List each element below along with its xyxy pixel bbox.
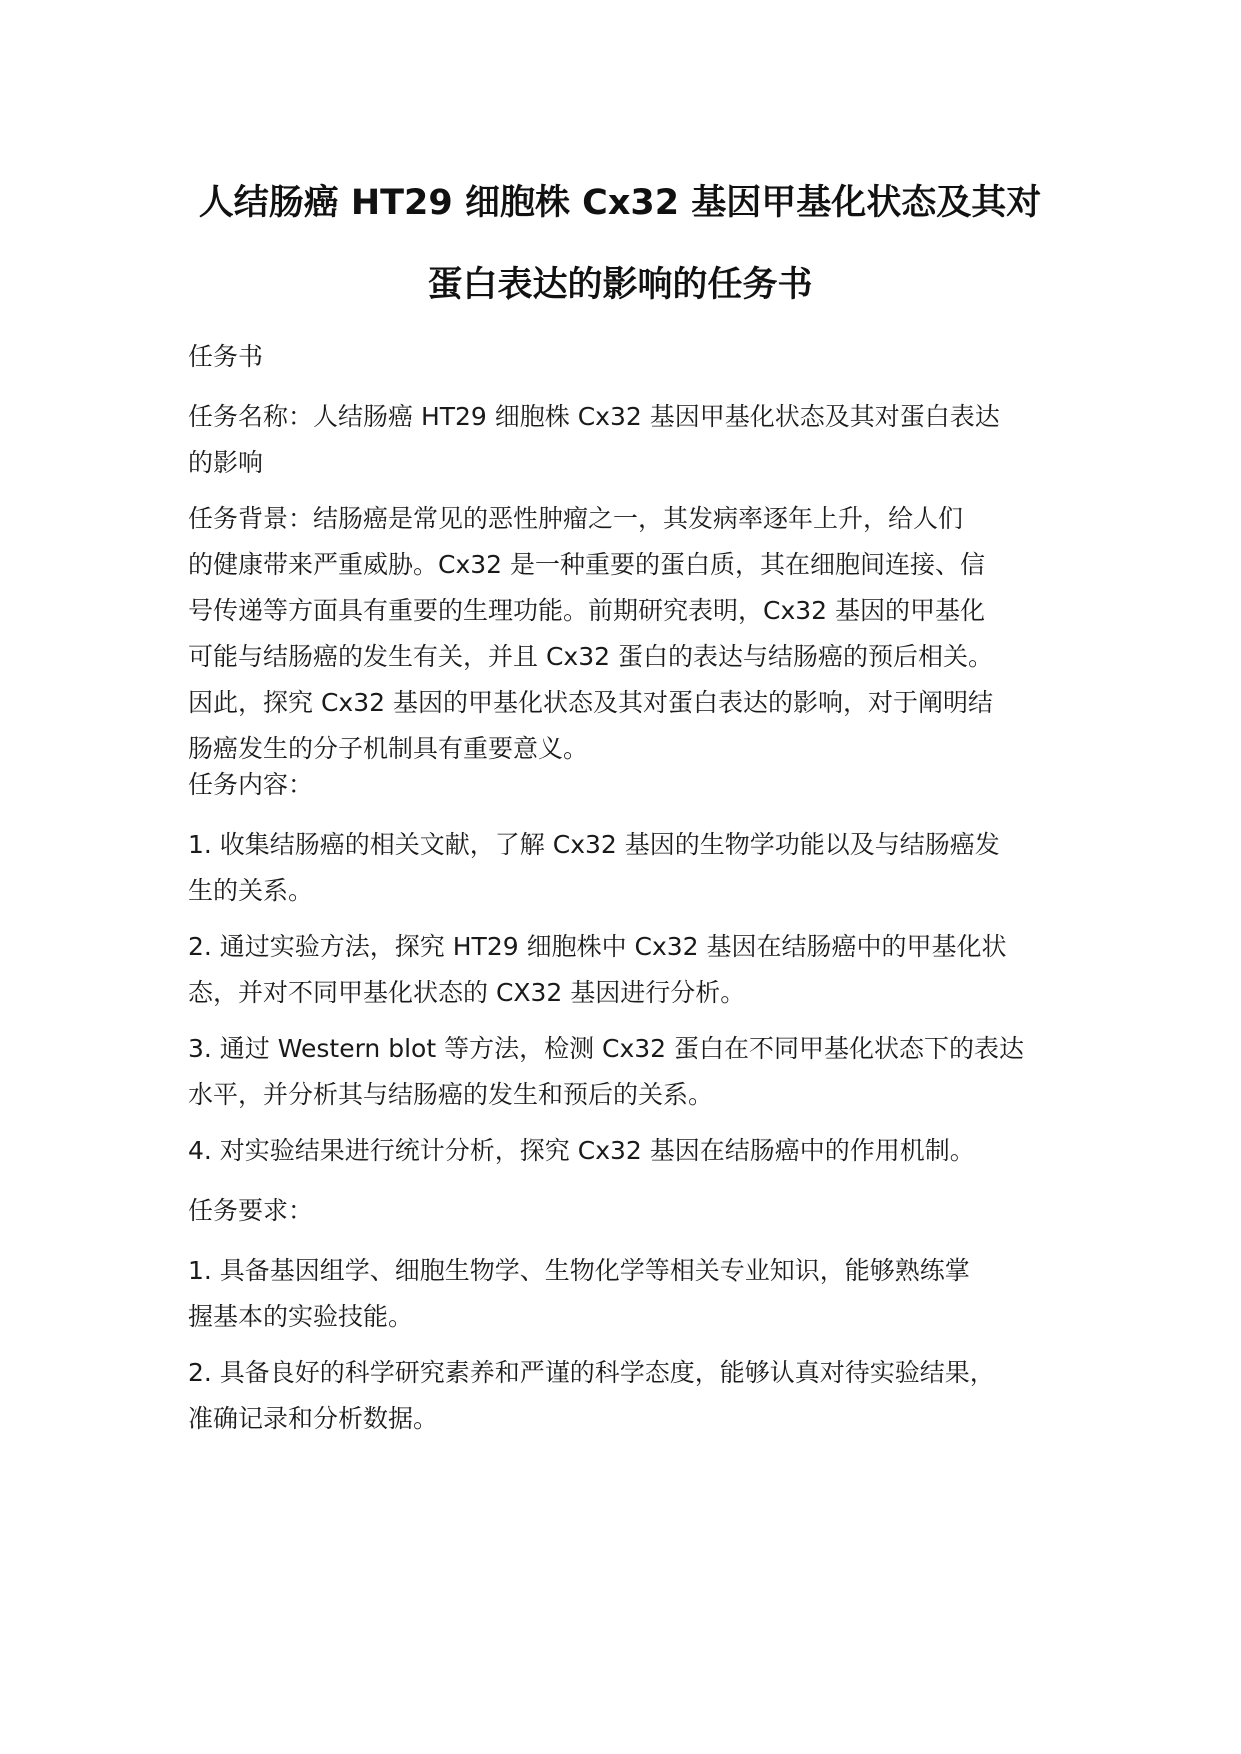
paragraph-line: 2. 具备良好的科学研究素养和严谨的科学态度，能够认真对待实验结果， <box>188 1358 995 1387</box>
paragraph-line: 任务要求： <box>188 1196 314 1225</box>
paragraph-line: 的影响 <box>188 448 264 477</box>
paragraph-line: 肠癌发生的分子机制具有重要意义。 <box>188 734 589 763</box>
task-content-heading <box>188 762 1078 808</box>
paragraph-line: 的健康带来严重威胁。Cx32 是一种重要的蛋白质，其在细胞间连接、信 <box>188 550 986 579</box>
paragraph-line: 号传递等方面具有重要的生理功能。前期研究表明，Cx32 基因的甲基化 <box>188 596 986 625</box>
document-title-line-2: 蛋白表达的影响的任务书 <box>427 265 813 305</box>
paragraph-line: 任务名称：人结肠癌 HT29 细胞株 Cx32 基因甲基化状态及其对蛋白表达 <box>188 402 1000 431</box>
paragraph-line: 任务背景：结肠癌是常见的恶性肿瘤之一，其发病率逐年上升，给人们 <box>188 504 964 533</box>
paragraph-line: 握基本的实验技能。 <box>188 1302 414 1331</box>
task-name-paragraph <box>188 394 1078 486</box>
task-requirements-heading <box>188 1188 1078 1234</box>
content-item-2 <box>188 924 1078 1016</box>
paragraph-line: 态，并对不同甲基化状态的 CX32 基因进行分析。 <box>188 978 746 1007</box>
paragraph-line: 水平，并分析其与结肠癌的发生和预后的关系。 <box>188 1080 714 1109</box>
content-item-3 <box>188 1026 1078 1118</box>
content-item-1 <box>188 822 1078 914</box>
paragraph-line: 1. 收集结肠癌的相关文献，了解 Cx32 基因的生物学功能以及与结肠癌发 <box>188 830 1000 859</box>
paragraph-line: 4. 对实验结果进行统计分析，探究 Cx32 基因在结肠癌中的作用机制。 <box>188 1136 975 1165</box>
document-title-line-1: 人结肠癌 HT29 细胞株 Cx32 基因甲基化状态及其对 <box>198 183 1042 223</box>
paragraph-line: 3. 通过 Western blot 等方法，检测 Cx32 蛋白在不同甲基化状态下的表达 <box>188 1034 1025 1063</box>
paragraph-line: 准确记录和分析数据。 <box>188 1404 439 1433</box>
paragraph-line: 2. 通过实验方法，探究 HT29 细胞株中 Cx32 基因在结肠癌中的甲基化状 <box>188 932 1007 961</box>
paragraph-line: 生的关系。 <box>188 876 314 905</box>
paragraph-line: 任务内容： <box>188 770 314 799</box>
paragraph-line: 任务书 <box>188 342 264 371</box>
content-item-4 <box>188 1128 1078 1174</box>
paragraph-line: 因此，探究 Cx32 基因的甲基化状态及其对蛋白表达的影响，对于阐明结 <box>188 688 993 717</box>
requirement-item-2 <box>188 1350 1078 1442</box>
paragraph-line: 1. 具备基因组学、细胞生物学、生物化学等相关专业知识，能够熟练掌 <box>188 1256 970 1285</box>
paragraph-line: 可能与结肠癌的发生有关，并且 Cx32 蛋白的表达与结肠癌的预后相关。 <box>188 642 993 671</box>
requirement-item-1 <box>188 1248 1078 1340</box>
task-background-paragraph <box>188 496 1078 772</box>
section-heading <box>188 334 1078 380</box>
